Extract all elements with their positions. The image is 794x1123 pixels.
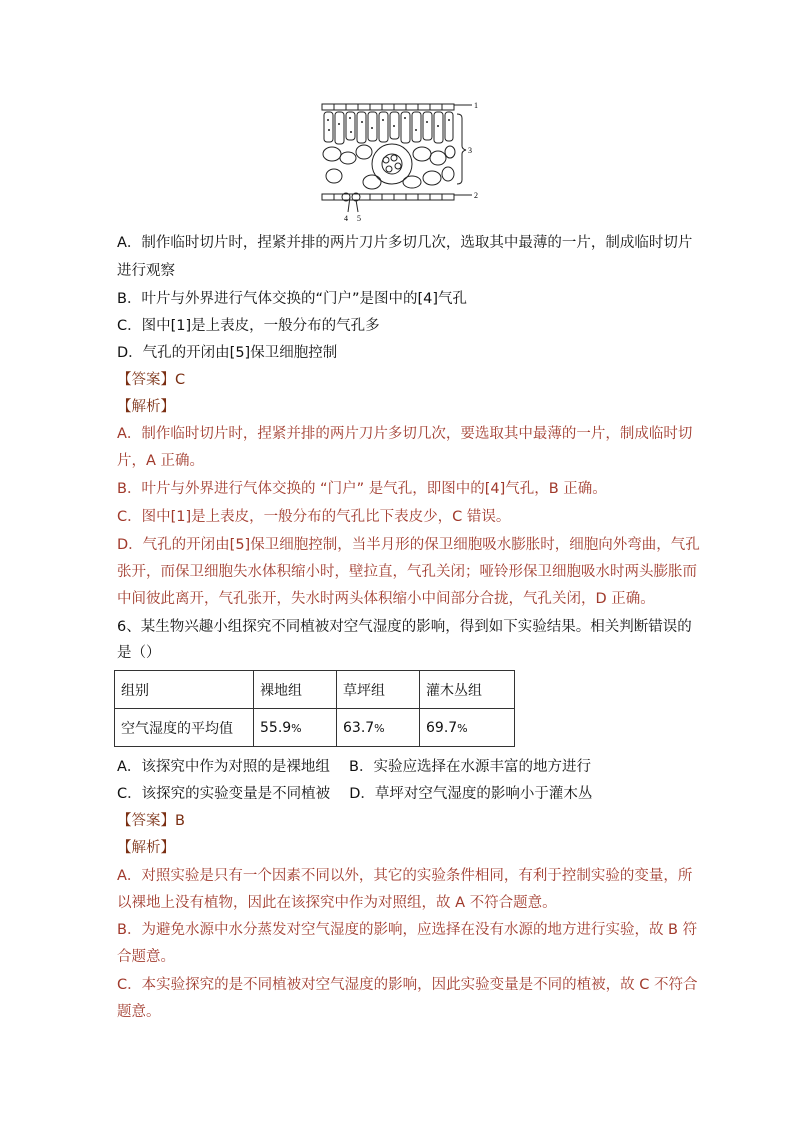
table-cell [254,709,337,747]
q6-analysis-line: 合题意。 [117,949,175,965]
q6-stem: 6、某生物兴趣小组探究不同植被对空气湿度的影响，得到如下实验结果。相关判断错误的 [117,619,692,635]
figure-label-3: 3 [468,146,472,155]
figure-label-2: 2 [474,191,478,200]
q5-analysis-line: B．叶片与外界进行气体交换的 “门户” 是气孔，即图中的[4]气孔，B 正确。 [117,481,607,497]
table-value: 69.7 [426,719,458,736]
q5-option-d: D．气孔的开闭由[5]保卫细胞控制 [117,345,338,361]
q6-stem-cont: 是（） [117,645,161,661]
table-unit: % [457,721,468,735]
figure-label-4: 4 [344,214,348,223]
q6-options-cd: C．该探究的实验变量是不同植被 D．草坪对空气湿度的影响小于灌木丛 [117,786,593,802]
q6-answer: 【答案】B [117,813,185,829]
leaf-cross-section-diagram [312,96,482,226]
table-header-cell: 裸地组 [254,671,337,709]
q5-option-a: A．制作临时切片时，捏紧并排的两片刀片多切几次，选取其中最薄的一片，制成临时切片 [117,235,693,251]
q5-analysis-line: D．气孔的开闭由[5]保卫细胞控制，当半月形的保卫细胞吸水膨胀时，细胞向外弯曲，气孔 [117,537,700,553]
q5-option-b: B．叶片与外界进行气体交换的“门户”是图中的[4]气孔 [117,291,468,307]
q6-analysis-line: 题意。 [117,1004,161,1020]
q6-analysis-title: 【解析】 [117,840,175,856]
q5-analysis-line: 片，A 正确。 [117,453,205,469]
q5-option-a-cont: 进行观察 [117,263,175,279]
q5-analysis-title: 【解析】 [117,399,175,415]
table-row [115,709,515,747]
table-value: 63.7 [343,719,375,736]
table-row-label: 空气湿度的平均值 [115,709,254,747]
q6-analysis-line: 以裸地上没有植物，因此在该探究中作为对照组，故 A 不符合题意。 [117,895,557,911]
table-unit: % [374,721,385,735]
q6-analysis-line: A．对照实验是只有一个因素不同以外，其它的实验条件相同，有利于控制实验的变量，所 [117,868,693,884]
q5-analysis-line: 张开，而保卫细胞失水体积缩小时，壁拉直，气孔关闭；哑铃形保卫细胞吸水时两头膨胀而 [117,564,697,580]
q5-analysis-line: A．制作临时切片时，捏紧并排的两片刀片多切几次，要选取其中最薄的一片，制成临时切 [117,426,693,442]
table-header-cell: 灌木丛组 [420,671,515,709]
table-value: 55.9 [260,719,292,736]
table-row [115,671,515,709]
figure-label-1: 1 [474,101,478,110]
table-header-cell: 草坪组 [337,671,420,709]
q6-analysis-line: B．为避免水源中水分蒸发对空气湿度的影响，应选择在没有水源的地方进行实验，故 B 符 [117,922,698,938]
q5-option-c: C．图中[1]是上表皮，一般分布的气孔多 [117,318,380,334]
q6-analysis-line: C．本实验探究的是不同植被对空气湿度的影响，因此实验变量是不同的植被，故 C 不符合 [117,977,698,993]
q6-data-table [114,670,515,747]
table-unit: % [291,721,302,735]
table-header-cell: 组别 [115,671,254,709]
figure-label-5: 5 [357,214,361,223]
table-cell [337,709,420,747]
q5-analysis-line: C．图中[1]是上表皮，一般分布的气孔比下表皮少，C 错误。 [117,509,511,525]
q6-options-ab: A．该探究中作为对照的是裸地组 B．实验应选择在水源丰富的地方进行 [117,759,591,775]
table-cell [420,709,515,747]
q5-analysis-line: 中间彼此离开，气孔张开，失水时两头体积缩小中间部分合拢，气孔关闭，D 正确。 [117,591,655,607]
q5-answer: 【答案】C [117,372,186,388]
